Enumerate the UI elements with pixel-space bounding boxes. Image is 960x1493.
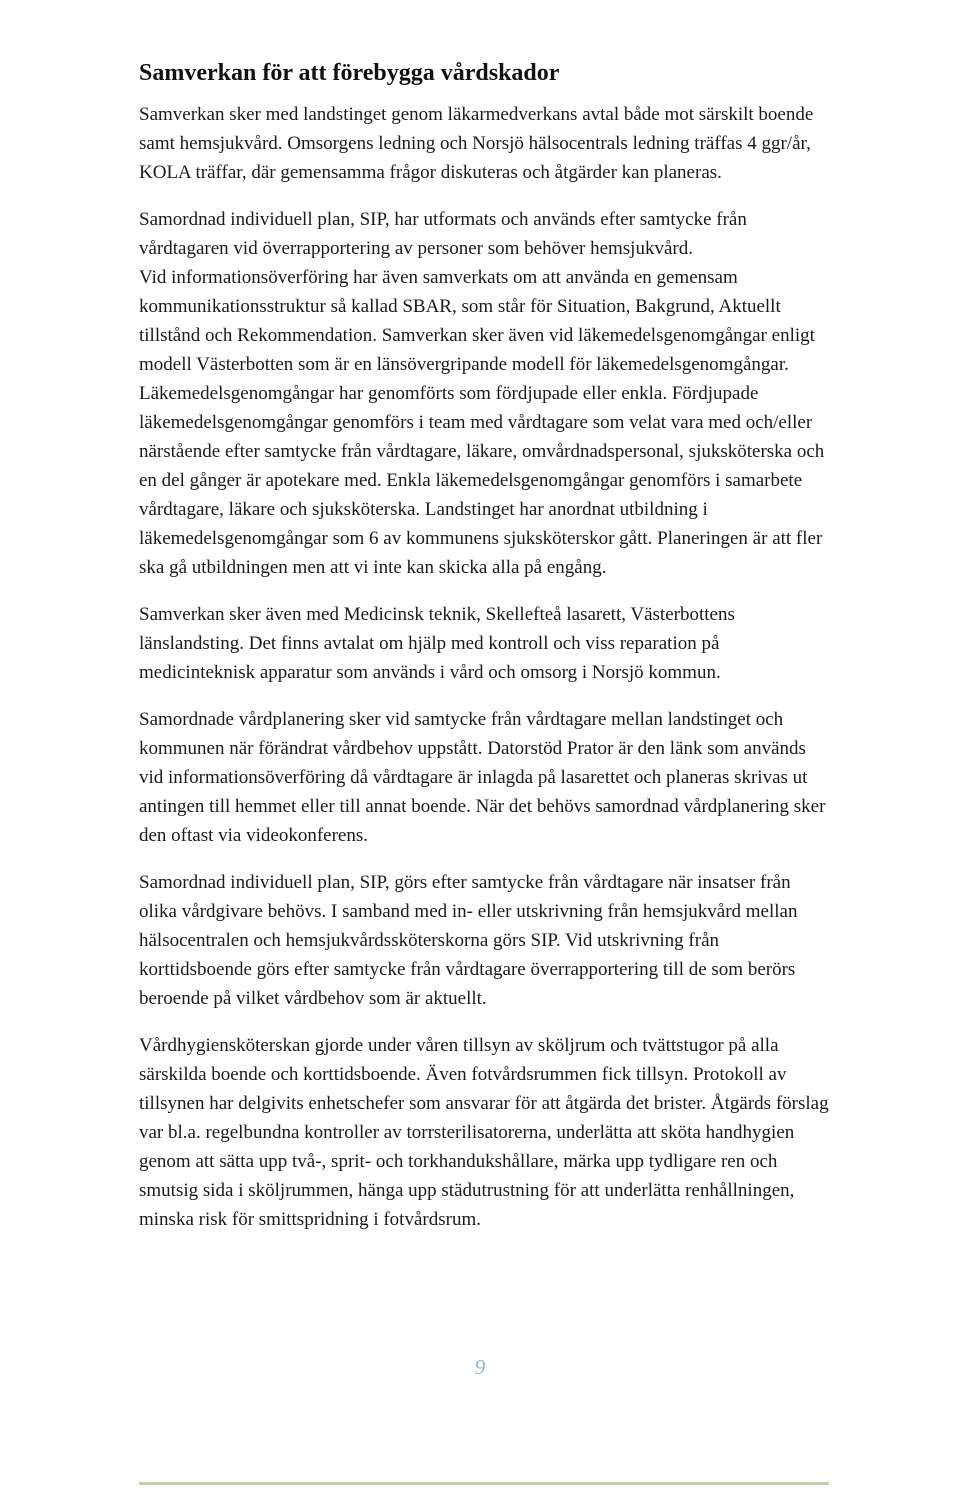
section-heading: Samverkan för att förebygga vårdskador bbox=[139, 60, 560, 86]
paragraph-collaboration: Samverkan sker med landstinget genom läkarmedverkans avtal både mot särskilt boende samt hemsjukvård. Omsorgens ledning och Norsjö hälsocentrals ledning träffas 4 ggr/år, KOLA träffar, där gemensamma frågor diskuteras och åtgärder kan planeras. bbox=[139, 104, 814, 183]
paragraph-medical-technology: Samverkan sker även med Medicinsk teknik, Skellefteå lasarett, Västerbottens länslandsting. Det finns avtalat om hjälp med kontroll och viss reparation på medicinteknisk apparatur som används i vård och omsorg i Norsjö kommun. bbox=[139, 604, 735, 683]
paragraph-hygiene-inspection: Vårdhygiensköterskan gjorde under våren tillsyn av sköljrum och tvättstugor på alla särskilda boende och korttidsboende. Även fotvårdsrummen fick tillsyn. Protokoll av tillsynen har delgivits enhetschefer som ansvarar för att åtgärda det brister. Åtgärds förslag var bl.a. regelbundna kontroller av torrsterilisatorerna, underlätta att sköta handhygien genom att sätta upp två-, sprit- och torkhandukshållare, märka upp tydligare ren och smutsig sida i sköljrummen, hänga upp städutrustning för att underlätta renhållningen, minska risk för smittspridning i fotvårdsrum. bbox=[139, 1035, 829, 1230]
paragraph-sip-caregivers: Samordnad individuell plan, SIP, görs efter samtycke från vårdtagare när insatser från olika vårdgivare behövs. I samband med in- eller utskrivning från hemsjukvård mellan hälsocentralen och hemsjukvårdssköterskorna görs SIP. Vid utskrivning från korttidsboende görs efter samtycke från vårdtagare överrapportering till de som berörs beroende på vilket vårdbehov som är aktuellt. bbox=[139, 872, 798, 1009]
document-body bbox=[139, 55, 829, 1252]
paragraph-sip-overreporting: Samordnad individuell plan, SIP, har utformats och används efter samtycke från vårdtagaren vid överrapportering av personer som behöver hemsjukvård. bbox=[139, 209, 747, 259]
paragraph-care-planning: Samordnade vårdplanering sker vid samtycke från vårdtagare mellan landstinget och kommunen när förändrat vårdbehov uppstått. Datorstöd Prator är den länk som används vid informationsöverföring då vårdtagare är inlagda på lasarettet och planeras skrivas ut antingen till hemmet eller till annat boende. När det behövs samordnad vårdplanering sker den oftast via videokonferens. bbox=[139, 709, 826, 846]
page-number: 9 bbox=[474, 1355, 486, 1379]
paragraph-sbar-medication: Vid informationsöverföring har även samverkats om att använda en gemensam kommunikationsstruktur så kallad SBAR, som står för Situation, Bakgrund, Aktuellt tillstånd och Rekommendation. Samverkan sker även vid läkemedelsgenomgångar enligt modell Västerbotten som är en länsövergripande modell för läkemedelsgenomgångar. Läkemedelsgenomgångar har genomförts som fördjupade eller enkla. Fördjupade läkemedelsgenomgångar genomförs i team med vårdtagare som velat vara med och/eller närstående efter samtycke från vårdtagare, läkare, omvårdnadspersonal, sjuksköterska och en del gånger är apotekare med. Enkla läkemedelsgenomgångar genomförs i samarbete vårdtagare, läkare och sjuksköterska. Landstinget har anordnat utbildning i läkemedelsgenomgångar som 6 av kommunens sjuksköterskor gått. Planeringen är att fler ska gå utbildningen men att vi inte kan skicka alla på engång. bbox=[139, 267, 825, 578]
footer-divider bbox=[139, 1482, 829, 1485]
